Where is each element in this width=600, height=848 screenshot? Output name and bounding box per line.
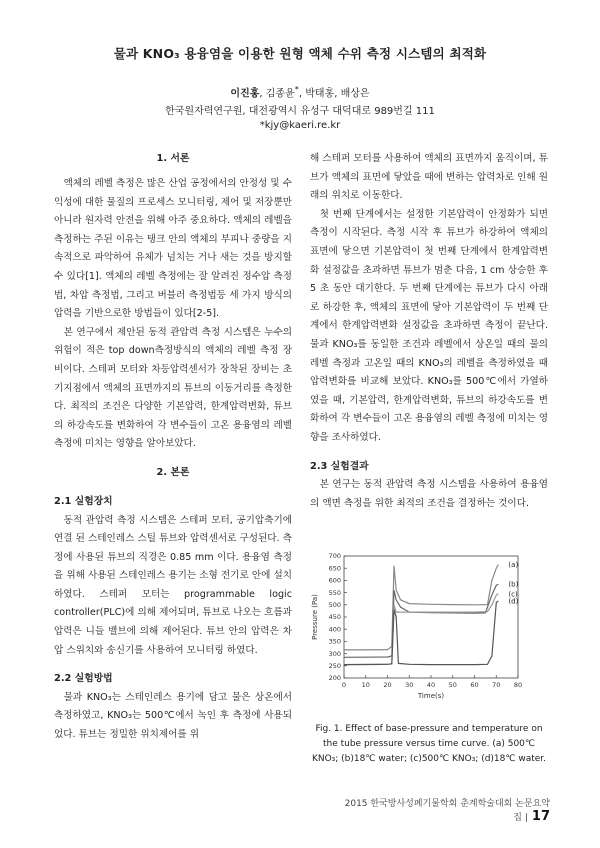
pressure-time-chart: [308, 548, 548, 710]
body-heading: 2. 본론: [156, 466, 190, 478]
page-number: 17: [531, 809, 550, 824]
y-tick-label: 200: [328, 674, 341, 683]
y-tick-label: 550: [328, 588, 341, 597]
y-tick-label: 250: [328, 662, 341, 670]
chart-axes: [344, 556, 518, 678]
y-axis-label: Pressure (Pa): [311, 594, 319, 640]
section-2-3-heading: 2.3 실험결과: [310, 460, 369, 472]
first-author: 이진홍: [230, 88, 260, 100]
x-tick-label: 30: [405, 681, 414, 689]
y-tick-label: 350: [328, 637, 341, 646]
footer-separator: |: [524, 813, 528, 823]
author-line: [0, 84, 600, 99]
corresponding-mark: *: [294, 84, 299, 94]
x-tick-label: 70: [492, 681, 501, 689]
y-tick-label: 650: [328, 564, 341, 573]
intro-heading: 1. 서론: [156, 153, 190, 164]
x-tick-label: 10: [361, 681, 370, 689]
x-tick-label: 20: [383, 681, 392, 689]
chart-series: [344, 565, 498, 665]
figure-caption: Fig. 1. Effect of base-pressure and temperature on the tube pressure versus time curve. (a) 500℃ KNO₃; (b)18℃ water; (c)500℃ KNO₃; (d)18℃ water.: [311, 724, 547, 764]
y-tick-label: 700: [328, 552, 341, 561]
affiliation: 한국원자력연구원, 대전광역시 유성구 대덕대로 989번길 111: [165, 106, 435, 117]
paper-title: 물과 KNO₃ 용융염을 이용한 원형 액체 수위 측정 시스템의 최적화: [113, 46, 487, 61]
section-2-2-paragraph: 물과 KNO₃는 스테인레스 용기에 담고 물은 상온에서 측정하였고, KNO₃는 500℃에서 녹인 후 측정에 사용되었다. 튜브는 정밀한 위치제어를 위: [54, 691, 292, 741]
x-tick-label: 40: [426, 681, 436, 689]
co-authors-tail: , 박태홍, 배상은: [298, 88, 370, 100]
y-tick-label: 600: [328, 576, 341, 585]
x-tick-label: 60: [470, 681, 479, 689]
series-label: (c): [508, 590, 518, 599]
x-tick-label: 50: [448, 681, 457, 689]
right-column: [310, 150, 548, 513]
section-2-1-paragraph: 동적 관압력 측정 시스템은 스테퍼 모터, 공기압축기에 연결 된 스테인레스 스틸 튜브와 압력센서로 구성된다. 측정에 사용된 튜브의 직경은 0.85 mm 이다. 용융염 측정을 위해 사용된 스테인레스 용기는 소형 전기로 안에 설치하였다. 스테퍼 모터는 programmable logic controller(PLC)에 의해 제어되며, 튜브로 나오는 흐름과 압력은 니들 밸브에 의해 제어된다. 튜브 안의 압력은 차압 스위치와 송신기를 사용하여 모니터링 하였다.: [54, 514, 292, 656]
email: *kjy@kaeri.re.kr: [259, 120, 341, 131]
x-tick-label: 0: [341, 681, 347, 689]
page-footer: [340, 796, 550, 824]
series-label: (d): [508, 597, 519, 606]
series-line: [344, 601, 498, 665]
left-column: [54, 150, 292, 745]
section-2-2-heading: 2.2 실험방법: [54, 673, 113, 685]
x-tick-label: 80: [513, 681, 523, 689]
series-line: [344, 584, 498, 657]
section-2-1-heading: 2.1 실험장치: [54, 495, 113, 507]
y-tick-label: 300: [328, 649, 341, 658]
intro-paragraph-2: 본 연구에서 제안된 동적 관압력 측정 시스템은 누수의 위험이 적은 top down측정방식의 액체의 레벨 측정 장비이다. 스테퍼 모터와 차등압력센서가 장착된 장비는 초기지점에서 액체의 표면까지의 튜브의 이동거리를 측정한다. 최적의 조건은 다양한 기본압력, 한계압력변화, 튜브의 하강속도를 변화하여 각 변수들이 고온 용융염의 레벨 측정에 미치는 영향을 알아보았다.: [54, 326, 292, 450]
series-label: (b): [508, 580, 519, 589]
co-authors: , 김종윤: [259, 88, 295, 100]
intro-paragraph-1: 액체의 레벨 측정은 많은 산업 공정에서의 안정성 및 수익성에 대한 물질의 프로세스 모니터링, 제어 및 저장뿐만 아니라 원자력 안전을 위해 아주 중요하다. 액체의 레벨을 측정하는 주된 이유는 탱크 안의 액체의 부피나 중량을 지속적으로 파악하여 유체가 넘치는 거나 새는 것을 방지할 수 있다[1]. 액체의 레벨 측정에는 잘 알려진 정수압 측정법, 차압 측정법, 그리고 버블러 측정법등 세 가지 방식의 압력을 기반으로한 방법들이 있다[2-5].: [54, 178, 292, 320]
y-tick-label: 500: [328, 601, 341, 609]
series-label: (a): [508, 561, 519, 570]
y-tick-label: 400: [328, 625, 341, 634]
y-tick-label: 450: [328, 613, 341, 622]
section-2-3-paragraph: 본 연구는 동적 관압력 측정 시스템을 사용하여 용융염의 액면 측정을 위한 최적의 조건을 결정하는 것이다.: [310, 479, 548, 509]
series-line: [344, 565, 498, 650]
footer-text: 2015 한국방사성폐기물학회 춘계학술대회 논문요약집: [344, 799, 550, 823]
x-axis-label: Time(s): [417, 692, 445, 700]
right-paragraph-2: 첫 번째 단계에서는 설정한 기본압력이 안정화가 되면 측정이 시작된다. 측정 시작 후 튜브가 하강하여 액체의 표면에 닿으면 기본압력이 첫 번째 단계에서 한계압력변화 설정값을 초과하면 튜브가 멈춘 다음, 1 cm 상승한 후 5 초 동안 대기한다. 두 번째 단계에는 튜브가 다시 아래로 하강한 후, 액체의 표면에 닿아 기본압력이 두 번째 단계에서 한계압력변화 설정값을 초과하면 측정이 끝난다. 물과 KNO₃를 동일한 조건과 레벨에서 상온일 때의 물의 레벨 측정과 고온일 때의 KNO₃의 레벨을 측정하였을 때 압력변화를 비교해 보았다. KNO₃를 500℃에서 가열하였을 때, 기본압력, 한계압력변화, 튜브의 하강속도를 변화하여 각 변수들이 고온 용융염의 레벨 측정에 미치는 영향을 조사하였다.: [310, 208, 548, 443]
right-paragraph-1: 해 스테퍼 모터를 사용하여 액체의 표면까지 움직이며, 튜브가 액체의 표면에 닿았을 때에 변하는 압력차로 인해 원래의 위치로 이동한다.: [310, 153, 548, 202]
plot-frame: [344, 556, 518, 678]
